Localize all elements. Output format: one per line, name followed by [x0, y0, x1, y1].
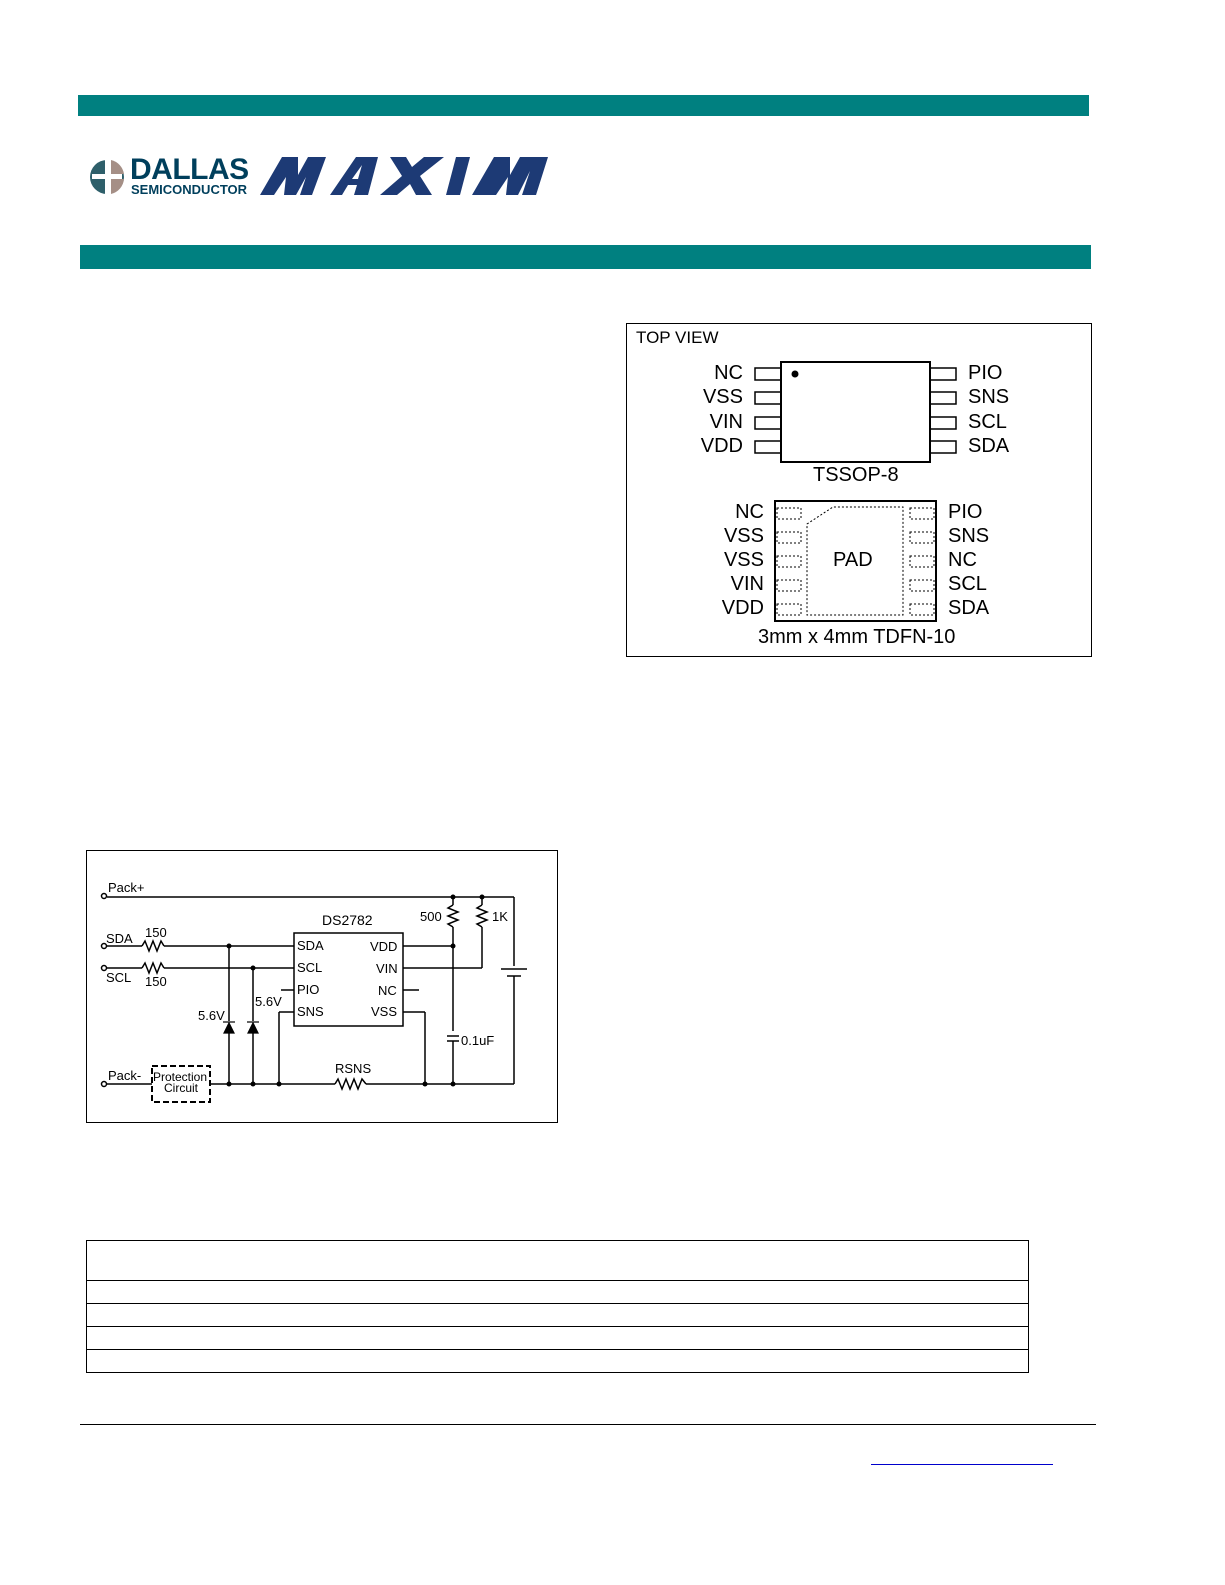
tdfn-left-pin-label: VIN [730, 573, 764, 595]
ordering-table [86, 1240, 1029, 1373]
dallas-subtitle: SEMICONDUCTOR [131, 182, 248, 197]
r500-label: 500 [420, 909, 442, 924]
tssop-right-pin-label: SNS [968, 386, 1010, 408]
table-cell [87, 1241, 1029, 1281]
table-cell [87, 1327, 1029, 1350]
pack-minus-label: Pack- [108, 1068, 142, 1083]
chip-right-pin: NC [378, 983, 397, 998]
footer-link[interactable] [871, 1464, 1053, 1465]
tssop-package [627, 324, 1093, 658]
dallas-emblem-icon [90, 157, 124, 197]
chip-left-pin: SCL [297, 960, 323, 975]
sda-input-label: SDA [106, 931, 133, 946]
chip-right-pin: VSS [371, 1004, 398, 1019]
tssop-left-pin-label: VIN [709, 411, 743, 433]
tdfn-left-pin-label: VDD [721, 597, 764, 619]
table-cell [87, 1350, 1029, 1373]
tssop-caption: TSSOP-8 [813, 464, 899, 486]
tssop-right-pin-label: PIO [968, 362, 1003, 384]
chip-right-pin: VDD [370, 939, 398, 954]
protection-label: Protection [153, 1070, 208, 1084]
sda-resistor-value: 150 [145, 925, 167, 940]
tdfn-left-pin-label: VSS [723, 525, 764, 547]
dallas-logo [90, 155, 260, 199]
scl-input-label: SCL [106, 970, 132, 985]
tdfn-left-pin-label: VSS [723, 549, 764, 571]
chip-right-pin: VIN [376, 961, 398, 976]
table-row [87, 1281, 1029, 1304]
footer-rule [80, 1424, 1096, 1425]
pinout-title: TOP VIEW [636, 328, 719, 347]
scl-resistor-value: 150 [145, 974, 167, 989]
chip-left-pin: SNS [297, 1004, 324, 1019]
tdfn-left-pin-label: NC [735, 501, 764, 523]
chip-left-pin: PIO [297, 982, 320, 997]
top-header-bar [78, 95, 1089, 116]
tssop-right-pin-label: SCL [968, 411, 1007, 433]
typical-circuit-box [86, 850, 558, 1123]
title-bar [80, 245, 1091, 269]
tssop-left-pin-label: VDD [700, 435, 743, 457]
table-row [87, 1327, 1029, 1350]
chip-name: DS2782 [322, 912, 373, 928]
tdfn-pad-label: PAD [833, 549, 873, 571]
table-row [87, 1241, 1029, 1281]
maxim-logo [260, 157, 550, 195]
dallas-name: DALLAS [130, 153, 249, 186]
r1k-label: 1K [492, 909, 508, 924]
zener2-label: 5.6V [255, 994, 282, 1009]
tdfn-right-pin-label: SNS [948, 525, 990, 547]
tdfn-right-pin-label: SCL [948, 573, 987, 595]
tssop-right-pin-label: SDA [968, 435, 1010, 457]
rsns-label: RSNS [335, 1061, 372, 1076]
tdfn-right-pin-label: PIO [948, 501, 983, 523]
table-cell [87, 1304, 1029, 1327]
maxim-logo-text: MAXIM [260, 157, 264, 158]
circuit-label: Circuit [164, 1081, 199, 1095]
pack-plus-label: Pack+ [108, 880, 145, 895]
table-row [87, 1350, 1029, 1373]
tssop-left-pin-label: NC [714, 362, 743, 384]
tdfn-right-pin-label: NC [948, 549, 977, 571]
tssop-left-pin-label: VSS [702, 386, 743, 408]
tdfn-caption: 3mm x 4mm TDFN-10 [758, 626, 956, 648]
table-row [87, 1304, 1029, 1327]
capacitor-label: 0.1uF [461, 1033, 495, 1048]
table-cell [87, 1281, 1029, 1304]
circuit-schematic [87, 851, 559, 1124]
pin-configuration-box [626, 323, 1092, 657]
zener1-label: 5.6V [198, 1008, 225, 1023]
chip-left-pin: SDA [297, 938, 324, 953]
tdfn-right-pin-label: SDA [948, 597, 990, 619]
